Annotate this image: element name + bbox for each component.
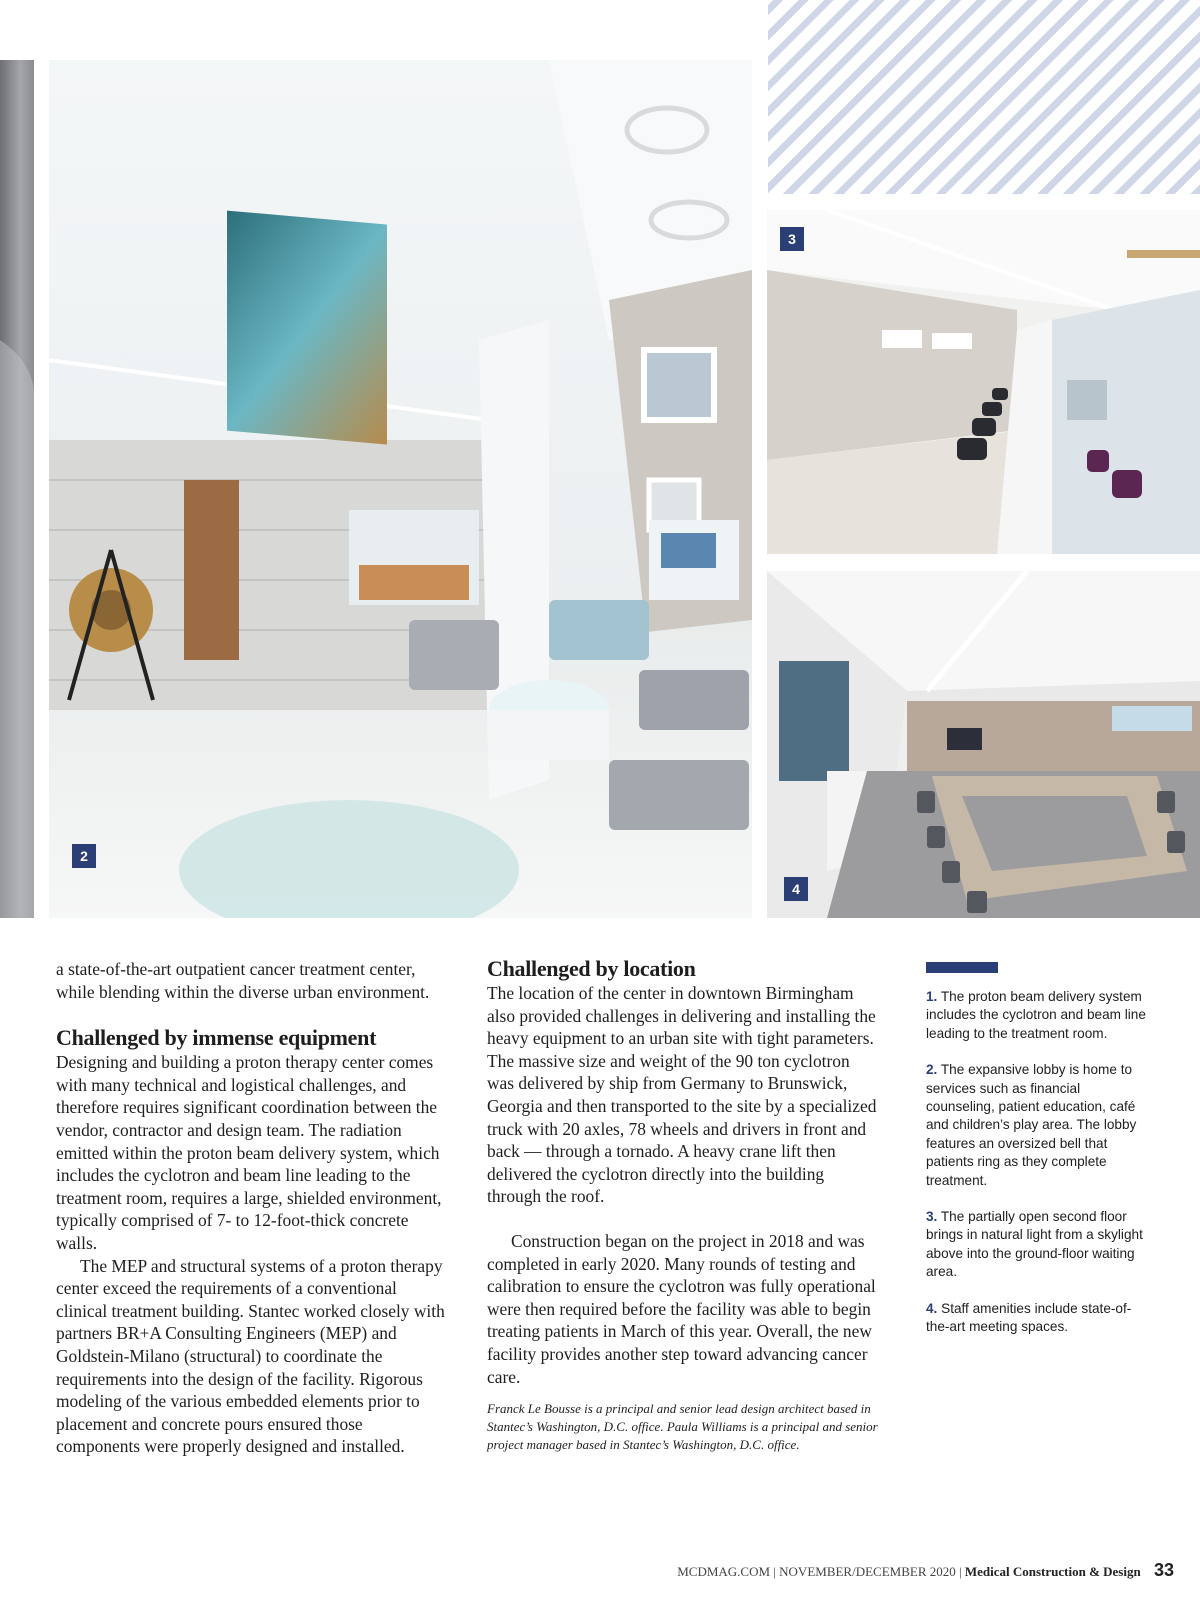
page-number: 33 xyxy=(1153,1560,1174,1580)
photo-second-floor xyxy=(767,210,1200,554)
accent-bar xyxy=(926,962,998,973)
photo-number-badge: 4 xyxy=(784,877,808,901)
stripe-decoration xyxy=(768,0,1200,194)
column-2 xyxy=(487,955,879,1454)
location-paragraph-2: Construction began on the project in 2018 and was completed in early 2020. Many rounds of testing and calibration to ensure the cyclotron was fully operational were then required before the facility was able to begin treating patients in March of this year. Overall, the new facility provides another step toward advancing cancer care. xyxy=(487,1230,876,1387)
captions xyxy=(926,988,1151,1355)
photo-number-badge: 2 xyxy=(72,844,96,868)
author-byline: Franck Le Bousse is a principal and senior lead design architect based in Stantec’s Washington, D.C. office. Paula Williams is a principal and senior project manager based in Stantec’s Washington, D.C. office. xyxy=(487,1401,878,1453)
equipment-paragraph-2: The MEP and structural systems of a proton therapy center exceed the requirements of a conventional clinical treatment building. Stantec worked closely with partners BR+A Consulting Engineers (MEP) and Goldstein-Milano (structural) to coordinate the requirements into the design of the facility. Rigorous modeling of the various embedded elements prior to placement and concrete pours ensured those components were properly designed and installed. xyxy=(56,1255,445,1457)
photo-meeting-room xyxy=(767,571,1200,918)
section-heading-equipment: Challenged by immense equipment xyxy=(56,1025,377,1051)
caption-3: 3. The partially open second floor brings in natural light from a skylight above into the ground-floor waiting area. xyxy=(926,1209,1143,1280)
second-floor-illustration xyxy=(767,210,1200,554)
caption-2: 2. The expansive lobby is home to services such as financial counseling, patient education, café and children’s play area. The lobby features an oversized bell that patients ring as they complete treatment. xyxy=(926,1062,1137,1188)
caption-1: 1. The proton beam delivery system includes the cyclotron and beam line leading to the treatment room. xyxy=(926,989,1146,1041)
equipment-paragraph-1: Designing and building a proton therapy center comes with many technical and logistical challenges, and therefore requires significant coordination between the vendor, contractor and design team. The radiation emitted within the proton beam delivery system, which includes the cyclotron and beam line leading to the treatment room, requires a large, shielded environment, typically comprised of 7- to 12-foot-thick concrete walls. xyxy=(56,1052,442,1253)
section-heading-location: Challenged by location xyxy=(487,956,696,981)
footer-issue: NOVEMBER/DECEMBER 2020 xyxy=(779,1564,956,1579)
caption-4: 4. Staff amenities include state-of-the-art meeting spaces. xyxy=(926,1300,1132,1335)
column-1 xyxy=(56,958,451,1458)
photo-number-badge: 3 xyxy=(780,227,804,251)
lobby-illustration xyxy=(49,60,752,918)
meeting-room-illustration xyxy=(767,571,1200,918)
intro-paragraph: a state-of-the-art outpatient cancer treatment center, while blending within the diverse urban environment. xyxy=(56,959,430,1002)
footer-publication: Medical Construction & Design xyxy=(964,1564,1141,1579)
photo-1-edge xyxy=(0,60,34,918)
page-footer: MCDMAG.COM | NOVEMBER/DECEMBER 2020 | Medical Construction & Design 33 xyxy=(677,1560,1174,1580)
photo-lobby xyxy=(49,60,752,918)
footer-site: MCDMAG.COM xyxy=(677,1564,771,1579)
location-paragraph-1: The location of the center in downtown Birmingham also provided challenges in delivering and installing the heavy equipment to an urban site with tight parameters. The massive size and weight of the 90 ton cyclotron was delivered by ship from Germany to Brunswick, Georgia and then transported to the site by a specialized truck with 20 axles, 78 wheels and drivers in front and back — through a tornado. A heavy crane lift then delivered the cyclotron directly into the building through the roof. xyxy=(487,983,877,1207)
curved-wall-graphic xyxy=(0,60,34,918)
